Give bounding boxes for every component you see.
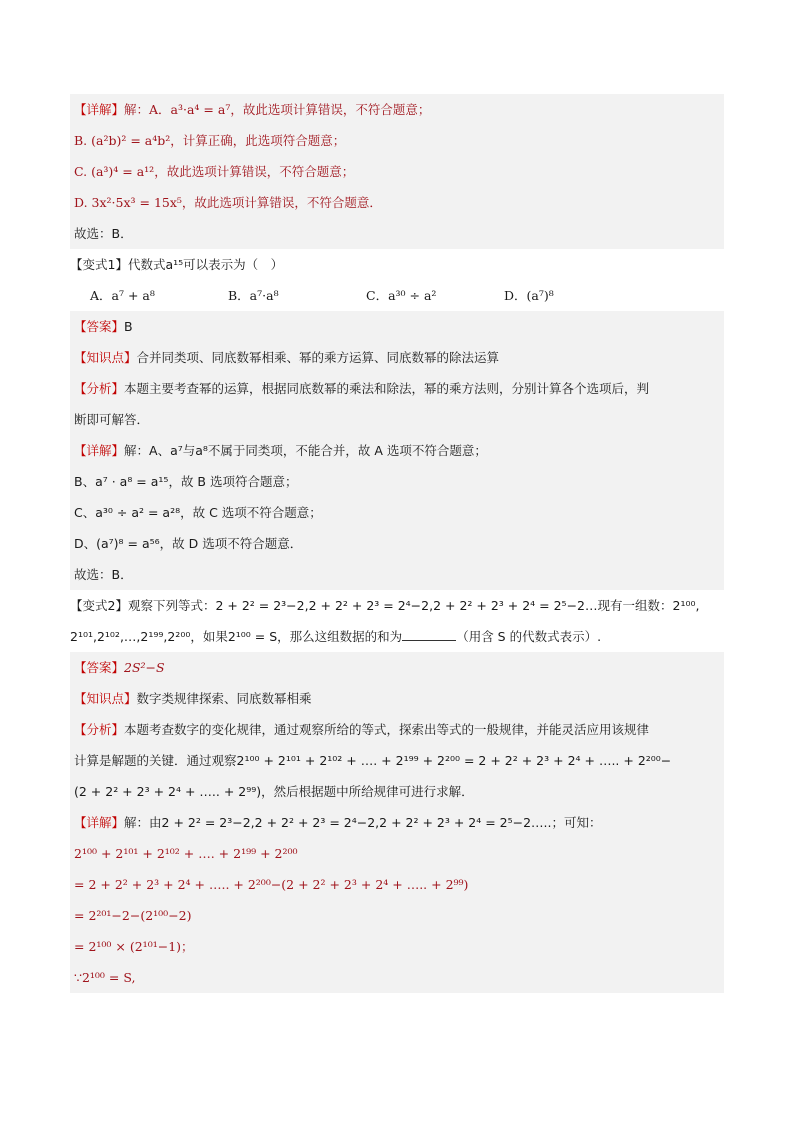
answer-line — [74, 652, 720, 683]
answer-text: B — [124, 319, 133, 334]
detail-line-1 — [74, 435, 720, 466]
detail-line-4: D、(a⁷)⁸ = a⁵⁶，故 D 选项不符合题意． — [74, 536, 303, 551]
solution-block-1 — [70, 311, 724, 590]
question-stem-line-2 — [70, 621, 724, 652]
analysis-line-2: 计算是解题的关键．通过观察2¹⁰⁰ + 2¹⁰¹ + 2¹⁰² + …. + 2¹⁹⁹ + 2²⁰⁰ = 2 + 2² + 2³ + 2⁴ + ….. + 2²⁰⁰− — [74, 753, 672, 768]
detail-line-d: D. 3x²·5x³ = 15x⁵，故此选项计算错误，不符合题意． — [74, 195, 382, 210]
detail-tag: 【详解】 — [74, 443, 125, 458]
detail-tag: 【详解】 — [74, 102, 125, 117]
answer-tag: 【答案】 — [74, 319, 125, 334]
detail-line-1 — [74, 807, 720, 838]
option-b: B．a⁷·a⁸ — [228, 288, 279, 303]
knowledge-text: 数字类规律探索、同底数幂相乘 — [136, 691, 312, 706]
detail-text: 解：由2 + 2² = 2³−2,2 + 2² + 2³ = 2⁴−2,2 + 2² + 2³ + 2⁴ = 2⁵−2…..；可知： — [124, 815, 602, 830]
detail-line-2: 2¹⁰⁰ + 2¹⁰¹ + 2¹⁰² + …. + 2¹⁹⁹ + 2²⁰⁰ — [74, 846, 298, 861]
solution-block-2 — [70, 652, 724, 993]
knowledge-tag: 【知识点】 — [74, 350, 137, 365]
question-2 — [70, 590, 724, 652]
analysis-line-2: 断即可解答． — [74, 412, 150, 427]
option-d: D．(a⁷)⁸ — [504, 288, 554, 303]
answer-blank — [402, 628, 456, 641]
document-page — [70, 94, 724, 993]
question-text: 代数式a¹⁵可以表示为（ ） — [127, 257, 284, 272]
question-1 — [70, 249, 724, 311]
detail-line-3: = 2 + 2² + 2³ + 2⁴ + ….. + 2²⁰⁰−(2 + 2² + 2³ + 2⁴ + ….. + 2⁹⁹) — [74, 877, 469, 892]
question-text: 观察下列等式：2 + 2² = 2³−2,2 + 2² + 2³ = 2⁴−2,2 + 2² + 2³ + 2⁴ = 2⁵−2…现有一组数：2¹⁰⁰, — [127, 598, 700, 613]
detail-text: 解：A．a³·a⁴ = a⁷，故此选项计算错误，不符合题意； — [124, 102, 431, 117]
analysis-line-1 — [74, 714, 720, 745]
knowledge-line — [74, 683, 720, 714]
analysis-tag: 【分析】 — [74, 722, 125, 737]
knowledge-line — [74, 342, 720, 373]
question-tag: 【变式2】 — [70, 598, 128, 613]
answer-text: 2S²−S — [124, 660, 165, 675]
detail-text: 解：A、a⁷与a⁸不属于同类项，不能合并，故 A 选项不符合题意； — [124, 443, 487, 458]
detail-line-5: = 2¹⁰⁰ × (2¹⁰¹−1)； — [74, 939, 194, 954]
answer-tag: 【答案】 — [74, 660, 125, 675]
analysis-line-1 — [74, 373, 720, 404]
question-stem-line-1 — [70, 590, 724, 621]
question-tag: 【变式1】 — [70, 257, 128, 272]
analysis-tag: 【分析】 — [74, 381, 125, 396]
detail-line-c: C. (a³)⁴ = a¹²，故此选项计算错误，不符合题意； — [74, 164, 355, 179]
option-c: C．a³⁰ ÷ a² — [366, 288, 437, 303]
detail-line-b: B. (a²b)² = a⁴b²，计算正确，此选项符合题意； — [74, 133, 346, 148]
options-row — [70, 280, 724, 311]
detail-line-a — [74, 94, 720, 125]
detail-tag: 【详解】 — [74, 815, 125, 830]
choice-line: 故选：B． — [74, 226, 133, 241]
analysis-line-3: (2 + 2² + 2³ + 2⁴ + ….. + 2⁹⁹)，然后根据题中所给规律可进行求解． — [74, 784, 474, 799]
detail-line-2: B、a⁷ · a⁸ = a¹⁵，故 B 选项符合题意； — [74, 474, 298, 489]
analysis-text: 本题考查数字的变化规律，通过观察所给的等式，探索出等式的一般规律，并能灵活应用该规律 — [124, 722, 650, 737]
detail-line-3: C、a³⁰ ÷ a² = a²⁸，故 C 选项不符合题意； — [74, 505, 322, 520]
question-text: 2¹⁰¹,2¹⁰²,…,2¹⁹⁹,2²⁰⁰，如果2¹⁰⁰ = S，那么这组数据的和为 — [70, 629, 403, 644]
question-stem — [70, 249, 724, 280]
detail-block-1 — [70, 94, 724, 249]
answer-line — [74, 311, 720, 342]
knowledge-text: 合并同类项、同底数幂相乘、幂的乘方运算、同底数幂的除法运算 — [136, 350, 500, 365]
detail-line-6: ∵2¹⁰⁰ = S, — [74, 970, 136, 985]
question-text: （用含 S 的代数式表示）. — [456, 629, 602, 644]
analysis-text: 本题主要考查幂的运算，根据同底数幂的乘法和除法，幂的乘方法则，分别计算各个选项后，判 — [124, 381, 650, 396]
detail-line-4: = 2²⁰¹−2−(2¹⁰⁰−2) — [74, 908, 192, 923]
choice-line: 故选：B． — [74, 567, 133, 582]
option-a: A．a⁷ + a⁸ — [90, 288, 155, 303]
knowledge-tag: 【知识点】 — [74, 691, 137, 706]
